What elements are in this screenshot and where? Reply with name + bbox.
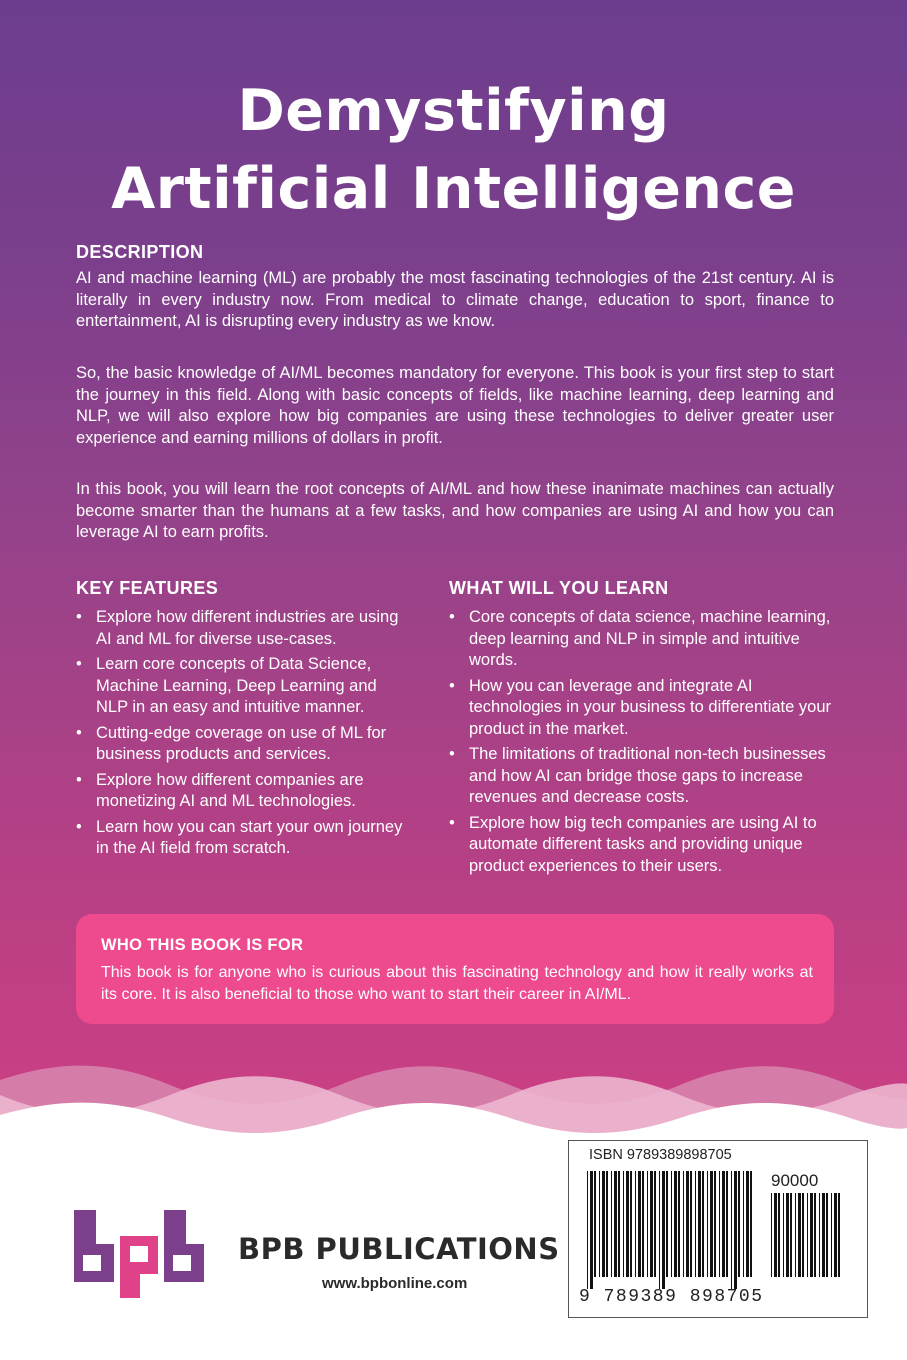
barcode-bar xyxy=(710,1171,713,1277)
barcode-bar xyxy=(683,1171,684,1277)
barcode-bar xyxy=(714,1171,716,1277)
list-item: • Cutting-edge coverage on use of ML for business products and services. xyxy=(76,723,387,763)
barcode-bar xyxy=(642,1171,644,1277)
who-heading: WHO THIS BOOK IS FOR xyxy=(101,936,304,954)
barcode-bar xyxy=(635,1171,636,1277)
barcode-bar xyxy=(618,1171,620,1277)
book-title xyxy=(0,72,907,228)
barcode-bar xyxy=(798,1193,801,1277)
barcode-bar xyxy=(726,1171,728,1277)
barcode-bar xyxy=(626,1171,629,1277)
barcode-bar xyxy=(654,1171,656,1277)
barcode-bar xyxy=(838,1193,840,1277)
barcode-bar xyxy=(783,1193,784,1277)
barcode-bar xyxy=(807,1193,808,1277)
who-text: This book is for anyone who is curious about this fascinating technology and how it really works at its core. It is also beneficial to those who want to start their career in AI/ML. xyxy=(101,964,813,1003)
what-learn-heading: WHAT WILL YOU LEARN xyxy=(449,578,669,598)
learn-text: Core concepts of data science, machine learning, deep learning and NLP in simple and intuitive words. xyxy=(469,608,831,669)
barcode-bar xyxy=(630,1171,632,1277)
publisher-name: BPB PUBLICATIONS xyxy=(238,1232,560,1266)
barcode-bar xyxy=(722,1171,725,1277)
key-features-heading: KEY FEATURES xyxy=(76,578,219,598)
list-item: • Explore how big tech companies are using AI to automate different tasks and providing unique product experiences to their users. xyxy=(449,813,817,875)
barcode-bar xyxy=(611,1171,612,1277)
barcode-bar xyxy=(702,1171,704,1277)
barcode-bar xyxy=(671,1171,672,1277)
barcode-bar xyxy=(678,1171,680,1277)
learn-text: The limitations of traditional non-tech businesses and how AI can bridge those gaps to increase revenues and decrease costs. xyxy=(469,745,826,806)
barcode-bar xyxy=(594,1171,596,1277)
learn-text: How you can leverage and integrate AI technologies in your business to differentiate your product in the market. xyxy=(469,676,832,738)
description-paragraph-1: AI and machine learning (ML) are probably the most fascinating technologies of the 21st century. AI is literally in every industry now. From medical to climate change, education to sport, finance to entertainment, AI is disrupting every industry as we know. xyxy=(76,269,834,330)
list-item: • Learn core concepts of Data Science, Machine Learning, Deep Learning and NLP in an easy and intuitive manner. xyxy=(76,655,377,716)
description-paragraph-3: In this book, you will learn the root concepts of AI/ML and how these inanimate machines can actually become smarter than the humans at a few tasks, and how companies are using AI and how you can leverage AI to earn profits. xyxy=(76,480,834,541)
barcode-bar xyxy=(738,1171,740,1277)
barcode-bar xyxy=(599,1171,600,1277)
barcode-bar xyxy=(659,1171,660,1289)
list-item: • Core concepts of data science, machine learning, deep learning and NLP in simple and intuitive words. xyxy=(449,608,831,669)
feature-text: Learn core concepts of Data Science, Machine Learning, Deep Learning and NLP in an easy and intuitive manner. xyxy=(96,655,377,716)
barcode-bar xyxy=(831,1193,832,1277)
title-line-2: Artificial Intelligence xyxy=(111,156,796,222)
barcode-bar xyxy=(771,1193,772,1277)
feature-text: Explore how different industries are using AI and ML for diverse use-cases. xyxy=(96,608,399,648)
addon-barcode xyxy=(771,1193,843,1289)
list-item: • Explore how different companies are monetizing AI and ML technologies. xyxy=(76,770,364,810)
isbn-label: ISBN 9789389898705 xyxy=(589,1147,732,1163)
barcode-bar xyxy=(786,1193,789,1277)
barcode-bar xyxy=(810,1193,813,1277)
barcode-bar xyxy=(695,1171,696,1277)
barcode-bar xyxy=(690,1171,692,1277)
barcode-bar xyxy=(746,1171,749,1277)
feature-text: Learn how you can start your own journey in the AI field from scratch. xyxy=(96,817,403,857)
list-item: • How you can leverage and integrate AI technologies in your business to differentiate your product in the market. xyxy=(449,676,832,738)
barcode-bar xyxy=(826,1193,828,1277)
description-heading: DESCRIPTION xyxy=(76,242,204,262)
publisher-website: www.bpbonline.com xyxy=(322,1275,468,1292)
barcode-bar xyxy=(686,1171,689,1277)
barcode-bar xyxy=(602,1171,605,1277)
description-paragraph-2: So, the basic knowledge of AI/ML becomes mandatory for everyone. This book is your first step to start the journey in this field. Along with basic concepts of fields, like machine learning, deep learning and NLP, we will also explore how big companies are using these technologies to deliver greater user experience and earning millions of dollars in profit. xyxy=(76,364,834,447)
barcode-bar xyxy=(822,1193,825,1277)
barcode-bar xyxy=(698,1171,701,1277)
barcode-bar xyxy=(734,1171,737,1289)
price-code: 90000 xyxy=(771,1171,819,1190)
barcode-bar xyxy=(834,1193,837,1277)
list-item: • Learn how you can start your own journey in the AI field from scratch. xyxy=(76,817,403,857)
barcode-bar xyxy=(587,1171,588,1289)
barcode-bar xyxy=(707,1171,708,1277)
what-learn-list xyxy=(449,607,834,881)
barcode-bar xyxy=(606,1171,608,1277)
isbn-number: 9 789389 898705 xyxy=(579,1287,764,1307)
barcode-bar xyxy=(674,1171,677,1277)
barcode-bar xyxy=(819,1193,820,1277)
barcode-bar xyxy=(647,1171,648,1277)
bpb-logo-icon xyxy=(74,1210,204,1298)
barcode-bar xyxy=(666,1171,668,1277)
learn-text: Explore how big tech companies are using AI to automate different tasks and providing unique product experiences to their users. xyxy=(469,813,817,875)
barcode-bar xyxy=(814,1193,816,1277)
feature-text: Explore how different companies are monetizing AI and ML technologies. xyxy=(96,770,364,810)
isbn-barcode xyxy=(568,1140,868,1318)
feature-text: Cutting-edge coverage on use of ML for business products and services. xyxy=(96,723,387,763)
key-features-list xyxy=(76,607,406,864)
barcode-bar xyxy=(719,1171,720,1277)
barcode-bar xyxy=(623,1171,624,1277)
barcode-bar xyxy=(743,1171,744,1277)
barcode-bar xyxy=(774,1193,777,1277)
main-barcode xyxy=(587,1171,757,1289)
barcode-bar xyxy=(802,1193,804,1277)
barcode-bar xyxy=(750,1171,752,1277)
list-item: • Explore how different industries are using AI and ML for diverse use-cases. xyxy=(76,608,399,648)
barcode-bar xyxy=(790,1193,792,1277)
title-line-1: Demystifying xyxy=(237,78,670,144)
barcode-bar xyxy=(778,1193,780,1277)
barcode-bar xyxy=(590,1171,593,1289)
barcode-bar xyxy=(662,1171,665,1289)
barcode-bar xyxy=(614,1171,617,1277)
barcode-bar xyxy=(638,1171,641,1277)
barcode-bar xyxy=(731,1171,732,1289)
list-item: • The limitations of traditional non-tech businesses and how AI can bridge those gaps to increase revenues and decrease costs. xyxy=(449,745,826,806)
barcode-bar xyxy=(795,1193,796,1277)
barcode-bar xyxy=(650,1171,653,1277)
who-this-book-is-for-box xyxy=(76,914,834,1024)
